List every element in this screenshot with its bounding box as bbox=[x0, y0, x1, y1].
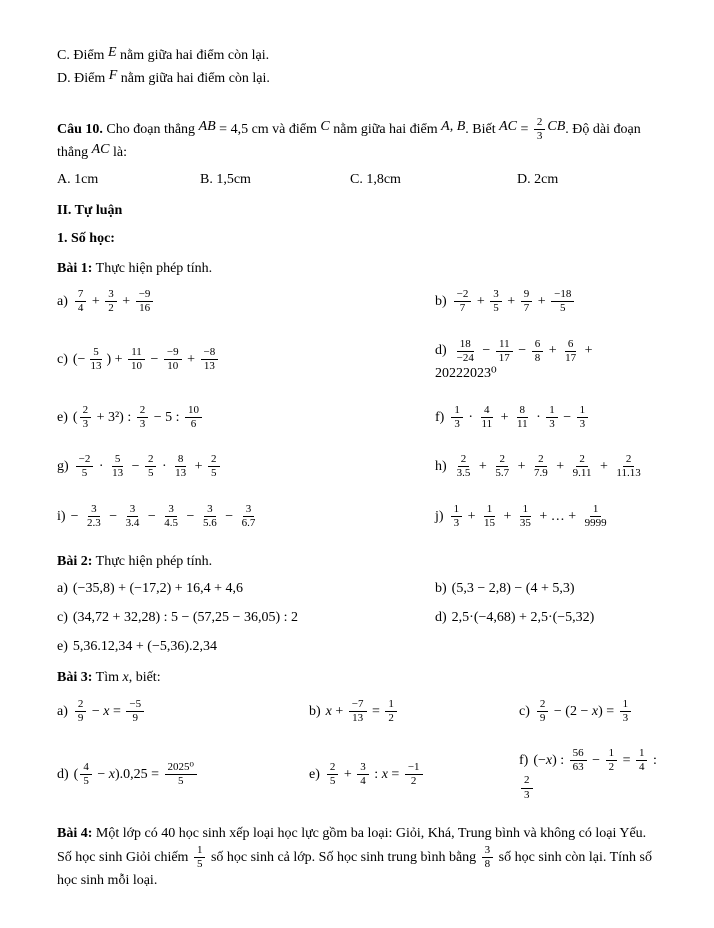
bai1-item-b-label: b) bbox=[435, 294, 447, 310]
bai4-paragraph bbox=[57, 824, 657, 892]
bai1-item-j bbox=[435, 503, 657, 530]
option-d-line bbox=[57, 69, 657, 89]
fraction: $\frac{4}{11}$ bbox=[481, 403, 493, 431]
fraction: $\frac{1}{2}$ bbox=[606, 747, 618, 774]
bai1-item-d bbox=[435, 338, 657, 382]
fraction: $\frac{2}{3}$ bbox=[521, 774, 533, 801]
bai3-row-1 bbox=[57, 698, 657, 725]
fraction: $\frac{3}{5.6}$ bbox=[202, 502, 217, 529]
bai3-item-e-expr: $\frac{2}{5}$ + $\frac{3}{4}$ : x = $\frac{-1}{2}$ bbox=[325, 767, 425, 782]
bai1-row-4 bbox=[57, 453, 657, 480]
fraction: $\frac{3}{5}$ bbox=[490, 288, 502, 315]
fraction: $\frac{3}{3.4}$ bbox=[125, 502, 140, 529]
bai2-row-2 bbox=[57, 610, 657, 626]
bai1-item-e-expr: ( $\frac{2}{3}$ + 3²) : $\frac{2}{3}$ − 5 : $\frac{10}{6}$ bbox=[73, 410, 204, 425]
bai3-item-d-expr: ( $\frac{4}{5}$ − x).0,25 = $\frac{\text{2025⁰}}{5}$ bbox=[74, 767, 199, 782]
bai1-item-e-label: e) bbox=[57, 409, 68, 425]
bai2-item-a bbox=[57, 581, 435, 597]
bai3-header bbox=[57, 668, 657, 688]
bai1-item-g bbox=[57, 453, 435, 480]
bai4-label: Bài 4: bbox=[57, 825, 93, 841]
bai3-item-a bbox=[57, 698, 309, 725]
option-d-text: Điểm F nằm giữa hai điểm còn lại. bbox=[74, 68, 270, 87]
fraction: $\frac{2}{3}$ bbox=[80, 404, 92, 431]
bai2-title: Thực hiện phép tính. bbox=[95, 554, 213, 570]
bai1-item-f-expr: $\frac{1}{3}$ · $\frac{4}{11}$ + $\frac{8}{11}$ · $\frac{1}{3}$ − $\frac{1}{3}$ bbox=[449, 410, 590, 425]
fraction: $\frac{18}{-24}$ bbox=[456, 337, 474, 364]
bai3-item-b bbox=[309, 698, 519, 725]
bai3-item-f bbox=[519, 747, 657, 802]
bai1-row-5 bbox=[57, 503, 657, 530]
bai3-item-b-label: b) bbox=[309, 703, 321, 719]
bai2-item-c-label: c) bbox=[57, 610, 68, 626]
bai1-item-c-label: c) bbox=[57, 351, 68, 367]
fraction: $\frac{8}{13}$ bbox=[175, 453, 187, 480]
bai1-row-1 bbox=[57, 288, 657, 315]
bai3-item-c-expr: $\frac{2}{9}$ − (2 − x) = $\frac{1}{3}$ bbox=[535, 704, 633, 719]
bai1-item-d-label: d) bbox=[435, 343, 447, 359]
bai3-item-c bbox=[519, 698, 657, 725]
bai3-item-b-expr: x + $\frac{-7}{13}$ = $\frac{1}{2}$ bbox=[326, 704, 399, 719]
option-c-text: Điểm E nằm giữa hai điểm còn lại. bbox=[73, 45, 270, 63]
question-10-answers bbox=[57, 172, 657, 188]
answer-a: A. 1cm bbox=[57, 172, 99, 188]
fraction: $\frac{-8}{13}$ bbox=[201, 346, 219, 373]
answer-d: D. 2cm bbox=[517, 172, 559, 188]
fraction: $\frac{1}{2}$ bbox=[385, 698, 397, 725]
bai3-label: Bài 3: bbox=[57, 670, 93, 686]
fraction: $\frac{8}{11}$ bbox=[517, 403, 528, 431]
fraction: $\frac{5}{13}$ bbox=[90, 346, 102, 373]
fraction: $\frac{2}{3}$ bbox=[534, 116, 546, 143]
bai1-header bbox=[57, 259, 657, 279]
bai2-label: Bài 2: bbox=[57, 554, 93, 570]
fraction: $\frac{1}{15}$ bbox=[483, 502, 495, 529]
fraction: $\frac{1}{3}$ bbox=[546, 404, 558, 431]
fraction: $\frac{7}{4}$ bbox=[75, 288, 87, 315]
bai1-item-e bbox=[57, 404, 435, 431]
bai4-text: Một lớp có 40 học sinh xếp loại học lực gồm ba loại: Giỏi, Khá, Trung bình và không có loại Yếu. Số học sinh Giỏi chiếm $\frac{1}{5}$ số học sinh cả lớp. Số học sinh trung bình bằng $\frac{3}{8}$ số học sinh còn lại. Tính số học sinh mỗi loại. bbox=[57, 825, 652, 889]
bai3-item-e bbox=[309, 761, 519, 788]
option-c-line bbox=[57, 46, 657, 66]
section-tu-luan-heading: II. Tự luận bbox=[57, 203, 123, 219]
bai3-item-e-label: e) bbox=[309, 766, 320, 782]
bai2-row-3 bbox=[57, 639, 657, 655]
fraction: $\frac{2}{11.13}$ bbox=[616, 453, 641, 480]
bai1-item-i-expr: − $\frac{3}{2.3}$ − $\frac{3}{3.4}$ − $\frac{3}{4.5}$ − $\frac{3}{5.6}$ − $\frac{3}{6.7}$ bbox=[71, 509, 261, 524]
answer-c: C. 1,8cm bbox=[350, 172, 401, 188]
bai1-item-c-expr: (− $\frac{5}{13}$ ) + $\frac{11}{10}$ − $\frac{-9}{10}$ + $\frac{-8}{13}$ bbox=[73, 352, 220, 367]
fraction: $\frac{-18}{5}$ bbox=[551, 288, 574, 315]
bai1-item-f bbox=[435, 404, 657, 431]
bai2-item-b-label: b) bbox=[435, 581, 447, 597]
bai2-item-b bbox=[435, 581, 657, 597]
fraction: $\frac{3}{6.7}$ bbox=[241, 502, 256, 529]
fraction: $\frac{5}{13}$ bbox=[112, 453, 124, 480]
bai1-item-h-label: h) bbox=[435, 459, 447, 475]
bai2-item-c bbox=[57, 610, 435, 626]
bai1-item-b bbox=[435, 288, 657, 315]
bai2-header bbox=[57, 552, 657, 572]
fraction: $\frac{56}{63}$ bbox=[570, 747, 587, 774]
bai1-item-b-expr: $\frac{-2}{7}$ + $\frac{3}{5}$ + $\frac{9}{7}$ + $\frac{-18}{5}$ bbox=[452, 294, 577, 309]
section-so-hoc-heading: 1. Số học: bbox=[57, 230, 115, 246]
fraction: $\frac{-2}{7}$ bbox=[454, 288, 472, 315]
bai1-item-i-label: i) bbox=[57, 508, 66, 524]
fraction: $\frac{2}{5}$ bbox=[145, 453, 157, 480]
bai1-item-a-expr: $\frac{7}{4}$ + $\frac{3}{2}$ + $\frac{-9}{16}$ bbox=[73, 294, 156, 309]
fraction: $\frac{11}{17}$ bbox=[496, 338, 513, 365]
bai1-item-a-label: a) bbox=[57, 294, 68, 310]
option-c-label: C. bbox=[57, 48, 70, 63]
fraction: $\frac{1}{5}$ bbox=[194, 844, 206, 871]
fraction: $\frac{3}{4.5}$ bbox=[164, 502, 179, 529]
option-d-label: D. bbox=[57, 71, 71, 87]
bai1-row-3 bbox=[57, 404, 657, 431]
bai2-item-e-expr: 5,36.12,34 + (−5,36).2,34 bbox=[72, 639, 218, 655]
bai2-item-c-expr: (34,72 + 32,28) : 5 − (57,25 − 36,05) : 2 bbox=[72, 610, 299, 626]
bai2-item-e-label: e) bbox=[57, 639, 68, 655]
fraction: $\frac{6}{17}$ bbox=[565, 337, 577, 364]
fraction: $\frac{1}{4}$ bbox=[636, 747, 648, 774]
fraction: $\frac{1}{3}$ bbox=[620, 698, 632, 725]
fraction: $\frac{2}{9}$ bbox=[75, 698, 87, 725]
fraction: $\frac{1}{3}$ bbox=[451, 503, 463, 530]
bai1-item-f-label: f) bbox=[435, 409, 445, 425]
fraction: $\frac{3}{2.3}$ bbox=[86, 502, 101, 529]
fraction: $\frac{-2}{5}$ bbox=[76, 453, 94, 480]
question-10 bbox=[57, 116, 657, 164]
bai2-item-d-label: d) bbox=[435, 610, 447, 626]
bai1-item-d-expr: $\frac{18}{-24}$ − $\frac{11}{17}$ − $\frac{6}{8}$ + $\frac{6}{17}$ + 20222023⁰ bbox=[435, 337, 593, 381]
fraction: $\frac{2}{3.5}$ bbox=[456, 453, 471, 480]
bai3-item-d bbox=[57, 761, 309, 788]
bai1-item-j-expr: $\frac{1}{3}$ + $\frac{1}{15}$ + $\frac{1}{35}$ + … + $\frac{1}{9999}$ bbox=[449, 509, 612, 524]
fraction: $\frac{1}{35}$ bbox=[519, 502, 531, 529]
fraction: $\frac{3}{4}$ bbox=[357, 761, 369, 788]
fraction: $\frac{-1}{2}$ bbox=[405, 761, 423, 788]
bai1-label: Bài 1: bbox=[57, 260, 93, 276]
bai3-title: Tìm x, biết: bbox=[95, 670, 161, 686]
fraction: $\frac{1}{3}$ bbox=[577, 404, 589, 431]
bai1-item-j-label: j) bbox=[435, 508, 444, 524]
bai1-item-i bbox=[57, 503, 435, 530]
fraction: $\frac{3}{2}$ bbox=[105, 288, 117, 315]
bai2-item-e bbox=[57, 639, 435, 655]
fraction: $\frac{11}{10}$ bbox=[128, 346, 145, 373]
bai1-row-2 bbox=[57, 338, 657, 382]
fraction: $\frac{2}{7.9}$ bbox=[533, 453, 548, 480]
bai1-item-h-expr: $\frac{2}{3.5}$ + $\frac{2}{5.7}$ + $\frac{2}{7.9}$ + $\frac{2}{9.11}$ + $\frac{2}{11.13}$ bbox=[452, 459, 646, 474]
bai2-item-a-label: a) bbox=[57, 581, 68, 597]
fraction: $\frac{1}{3}$ bbox=[451, 404, 463, 431]
fraction: $\frac{9}{7}$ bbox=[521, 288, 533, 315]
fraction: $\frac{2}{5}$ bbox=[327, 761, 339, 788]
bai1-title: Thực hiện phép tính. bbox=[95, 260, 213, 276]
bai1-item-c bbox=[57, 346, 435, 373]
bai2-item-d-expr: 2,5·(−4,68) + 2,5·(−5,32) bbox=[451, 610, 595, 626]
bai1-item-h bbox=[435, 453, 657, 480]
fraction: $\frac{-9}{10}$ bbox=[164, 346, 182, 373]
fraction: $\frac{6}{8}$ bbox=[532, 338, 544, 365]
fraction: $\frac{10}{6}$ bbox=[185, 404, 202, 431]
question-10-text: Cho đoạn thẳng AB = 4,5 cm và điểm C nằm giữa hai điểm A, B. Biết AC = $\frac{2}{3}$ CB. Độ dài đoạn thẳng AC là: bbox=[57, 115, 641, 160]
bai3-item-a-expr: $\frac{2}{9}$ − x = $\frac{-5}{9}$ bbox=[73, 704, 146, 719]
fraction: $\frac{2}{9.11}$ bbox=[572, 453, 592, 480]
question-10-number: Câu 10. bbox=[57, 121, 103, 137]
bai3-item-a-label: a) bbox=[57, 703, 68, 719]
fraction: $\frac{\text{2025⁰}}{5}$ bbox=[165, 761, 197, 788]
fraction: $\frac{2}{5.7}$ bbox=[495, 453, 510, 480]
bai2-item-d bbox=[435, 610, 657, 626]
bai1-item-g-label: g) bbox=[57, 459, 69, 475]
answer-b: B. 1,5cm bbox=[200, 172, 251, 188]
bai3-item-f-expr: (−x) : $\frac{56}{63}$ − $\frac{1}{2}$ = $\frac{1}{4}$ : $\frac{2}{3}$ bbox=[519, 753, 657, 795]
fraction: $\frac{2}{5}$ bbox=[208, 453, 220, 480]
fraction: $\frac{-9}{16}$ bbox=[136, 288, 154, 315]
fraction: $\frac{2}{9}$ bbox=[537, 698, 549, 725]
fraction: $\frac{1}{9999}$ bbox=[584, 502, 607, 529]
fraction: $\frac{-7}{13}$ bbox=[349, 698, 367, 725]
fraction: $\frac{3}{8}$ bbox=[482, 844, 494, 871]
fraction: $\frac{4}{5}$ bbox=[80, 761, 92, 788]
bai2-item-b-expr: (5,3 − 2,8) − (4 + 5,3) bbox=[451, 581, 575, 597]
fraction: $\frac{2}{3}$ bbox=[137, 404, 149, 431]
bai1-item-a bbox=[57, 288, 435, 315]
bai2-item-a-expr: (−35,8) + (−17,2) + 16,4 + 4,6 bbox=[72, 581, 244, 597]
bai3-item-f-label: f) bbox=[519, 752, 529, 768]
bai3-row-2 bbox=[57, 747, 657, 802]
fraction: $\frac{-5}{9}$ bbox=[126, 698, 144, 725]
bai2-row-1 bbox=[57, 581, 657, 597]
bai3-item-d-label: d) bbox=[57, 766, 69, 782]
bai1-item-g-expr: $\frac{-2}{5}$ · $\frac{5}{13}$ − $\frac{2}{5}$ · $\frac{8}{13}$ + $\frac{2}{5}$ bbox=[74, 459, 222, 474]
bai3-item-c-label: c) bbox=[519, 703, 530, 719]
